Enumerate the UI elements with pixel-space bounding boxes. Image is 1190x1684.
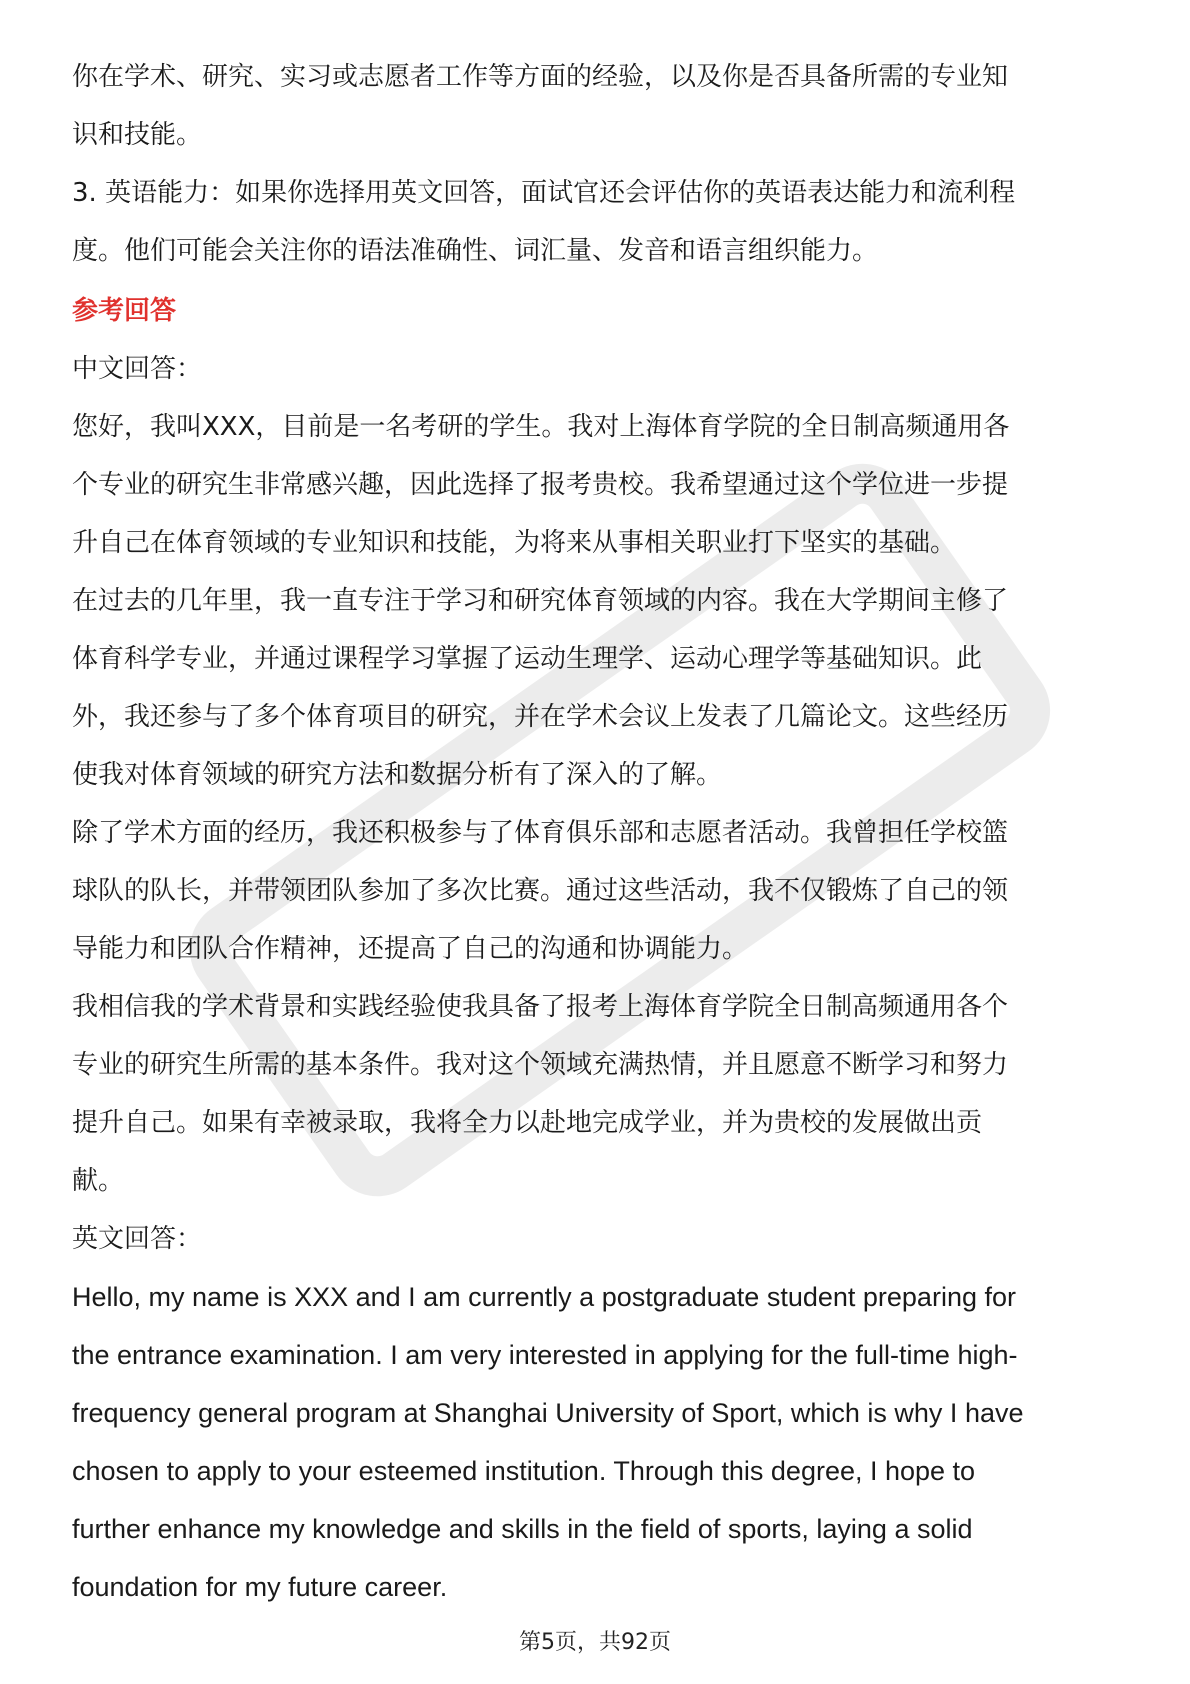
section-heading: 参考回答 (72, 296, 177, 326)
text-line: 升自己在体育领域的专业知识和技能，为将来从事相关职业打下坚实的基础。 (72, 528, 957, 558)
text-line: chosen to apply to your esteemed institution. Through this degree, I hope to (72, 1456, 976, 1486)
text-line: 你在学术、研究、实习或志愿者工作等方面的经验，以及你是否具备所需的专业知 (72, 62, 1009, 92)
text-line: 度。他们可能会关注你的语法准确性、词汇量、发音和语言组织能力。 (72, 236, 879, 266)
text-line: 提升自己。如果有幸被录取，我将全力以赴地完成学业，并为贵校的发展做出贡 (72, 1108, 983, 1138)
text-line: 外，我还参与了多个体育项目的研究，并在学术会议上发表了几篇论文。这些经历 (72, 702, 1009, 732)
text-line: the entrance examination. I am very interested in applying for the full-time high- (72, 1340, 1018, 1370)
text-line: 献。 (72, 1166, 125, 1196)
text-line: foundation for my future career. (72, 1572, 448, 1602)
english-answer-label: 英文回答： (72, 1224, 203, 1254)
text-line: 使我对体育领域的研究方法和数据分析有了深入的了解。 (72, 760, 723, 790)
text-line: 专业的研究生所需的基本条件。我对这个领域充满热情，并且愿意不断学习和努力 (72, 1050, 1009, 1080)
text-line: further enhance my knowledge and skills in the field of sports, laying a solid (72, 1514, 973, 1544)
text-line: 3. 英语能力：如果你选择用英文回答，面试官还会评估你的英语表达能力和流利程 (72, 178, 1016, 208)
text-line: 球队的队长，并带领团队参加了多次比赛。通过这些活动，我不仅锻炼了自己的领 (72, 876, 1009, 906)
text-line: 识和技能。 (72, 120, 203, 150)
text-line: frequency general program at Shanghai University of Sport, which is why I have (72, 1398, 1024, 1428)
page-content (72, 48, 1122, 1616)
text-line: 体育科学专业，并通过课程学习掌握了运动生理学、运动心理学等基础知识。此 (72, 644, 983, 674)
text-line: 除了学术方面的经历，我还积极参与了体育俱乐部和志愿者活动。我曾担任学校篮 (72, 818, 1009, 848)
text-line: 个专业的研究生非常感兴趣，因此选择了报考贵校。我希望通过这个学位进一步提 (72, 470, 1009, 500)
chinese-answer-label: 中文回答： (72, 354, 203, 384)
text-line: 导能力和团队合作精神，还提高了自己的沟通和协调能力。 (72, 934, 749, 964)
text-line: Hello, my name is XXX and I am currently a postgraduate student preparing for (72, 1282, 1016, 1312)
text-line: 在过去的几年里，我一直专注于学习和研究体育领域的内容。我在大学期间主修了 (72, 586, 1009, 616)
page-number-footer: 第5页，共92页 (519, 1630, 671, 1655)
text-line: 我相信我的学术背景和实践经验使我具备了报考上海体育学院全日制高频通用各个 (72, 992, 1009, 1022)
text-line: 您好，我叫XXX，目前是一名考研的学生。我对上海体育学院的全日制高频通用各 (72, 412, 1010, 442)
